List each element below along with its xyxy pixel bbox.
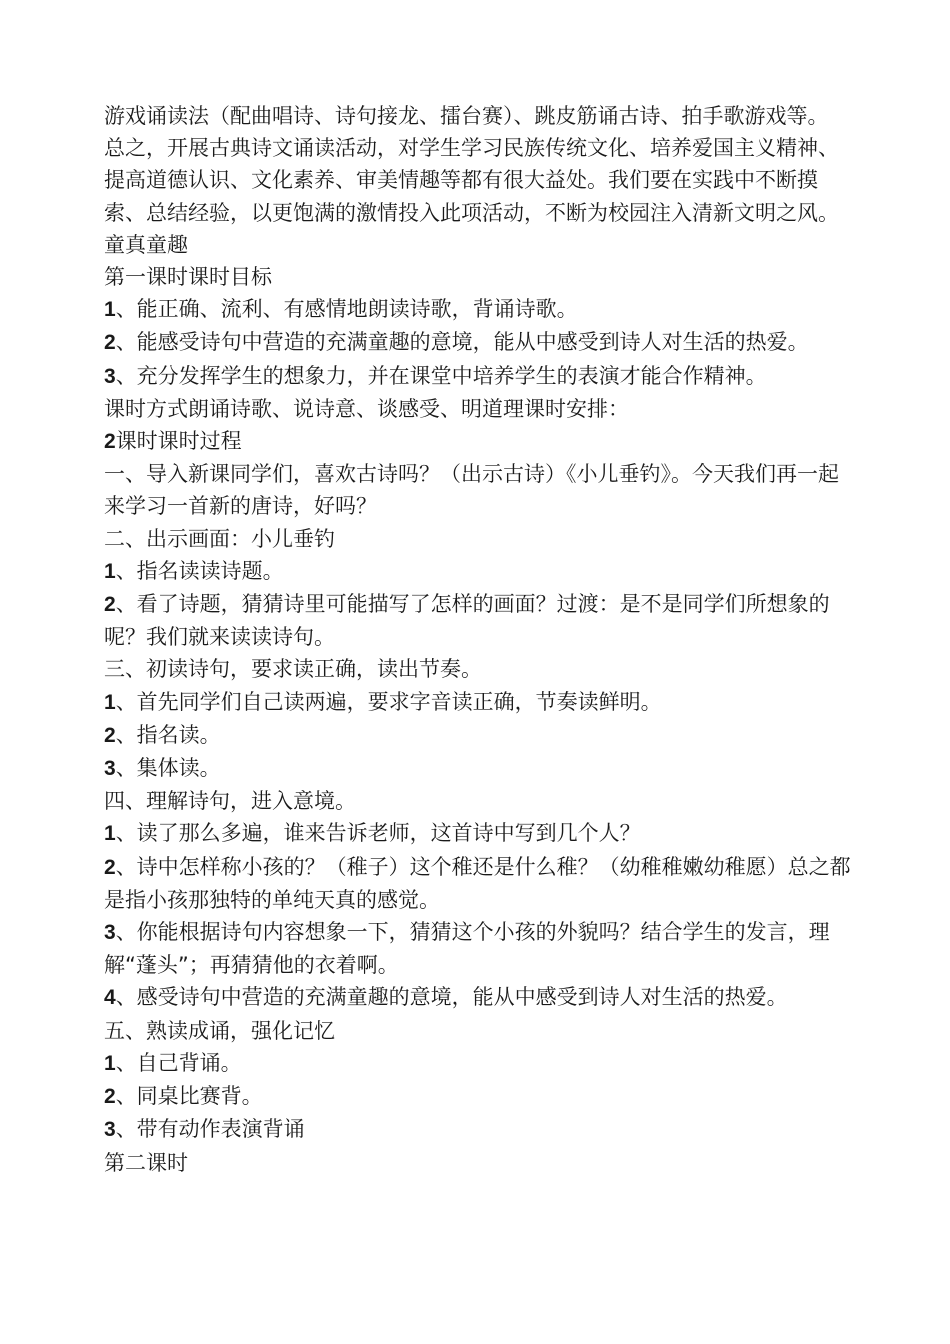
list-number: 2 — [104, 430, 116, 454]
paragraph-text: 、集体读。 — [115, 756, 221, 781]
paragraph-text: 、同桌比赛背。 — [115, 1084, 263, 1109]
list-number: 2 — [104, 593, 116, 617]
paragraph-text: 、首先同学们自己读两遍，要求字音读正确，节奏读鲜明。 — [115, 689, 662, 714]
paragraph — [104, 425, 856, 458]
paragraph-text: 一、导入新课同学们，喜欢古诗吗？（出示古诗）《小儿垂钓》。今天我们再一起来学习一首新的唐诗，好吗？ — [104, 462, 839, 519]
list-number: 3 — [104, 364, 116, 388]
list-number: 2 — [104, 1085, 116, 1109]
paragraph — [104, 326, 856, 359]
paragraph-text: 、能感受诗句中营造的充满童趣的意境，能从中感受到诗人对生活的热爱。 — [115, 330, 809, 355]
paragraph — [104, 1015, 856, 1047]
list-number: 2 — [104, 331, 116, 355]
paragraph-text: 总之，开展古典诗文诵读活动，对学生学习民族传统文化、培养爱国主义精神、提高道德认识、文化素养、审美情趣等都有很大益处。我们要在实践中不断摸索、总结经验，以更饱满的激情投入此项活动，不断为校园注入清新文明之风。 — [104, 136, 839, 225]
list-number: 1 — [104, 298, 116, 322]
paragraph — [104, 653, 856, 685]
paragraph-text: 、带有动作表演背诵 — [115, 1117, 305, 1142]
paragraph — [104, 293, 856, 326]
paragraph — [104, 1080, 856, 1113]
paragraph — [104, 588, 856, 653]
paragraph — [104, 229, 856, 261]
paragraph — [104, 916, 856, 981]
paragraph — [104, 393, 856, 425]
paragraph — [104, 132, 856, 229]
paragraph — [104, 785, 856, 817]
paragraph — [104, 555, 856, 588]
paragraph-text: 、自己背诵。 — [115, 1050, 242, 1075]
list-number: 1 — [104, 559, 116, 583]
paragraph-text: 、诗中怎样称小孩的？（稚子）这个稚还是什么稚？（幼稚稚嫩幼稚愿）总之都是指小孩那独特的单纯天真的感觉。 — [104, 854, 851, 912]
list-number: 2 — [104, 855, 116, 879]
paragraph — [104, 817, 856, 850]
list-number: 2 — [104, 723, 116, 747]
paragraph-text: 第一课时课时目标 — [104, 265, 272, 290]
paragraph — [104, 1147, 856, 1179]
paragraph-text: 第二课时 — [104, 1150, 188, 1175]
paragraph-text: 、感受诗句中营造的充满童趣的意境，能从中感受到诗人对生活的热爱。 — [115, 985, 788, 1010]
paragraph — [104, 981, 856, 1014]
document-body — [104, 100, 856, 1179]
paragraph-text: 、指名读。 — [115, 722, 221, 747]
paragraph — [104, 360, 856, 393]
paragraph-text: 、读了那么多遍，谁来告诉老师，这首诗中写到几个人？ — [115, 821, 641, 846]
paragraph — [104, 719, 856, 752]
paragraph — [104, 752, 856, 785]
list-number: 4 — [104, 986, 116, 1010]
paragraph-text: 二、出示画面：小儿垂钓 — [104, 526, 335, 551]
list-number: 1 — [104, 822, 116, 846]
paragraph-text: 四、理解诗句，进入意境。 — [104, 789, 356, 814]
list-number: 3 — [104, 1118, 116, 1142]
paragraph-text: 三、初读诗句，要求读正确，读出节奏。 — [104, 657, 482, 682]
paragraph — [104, 1047, 856, 1080]
paragraph — [104, 851, 856, 916]
list-number: 3 — [104, 921, 116, 945]
paragraph — [104, 523, 856, 555]
paragraph-text: 童真童趣 — [104, 232, 188, 257]
paragraph-text: 、充分发挥学生的想象力，并在课堂中培养学生的表演才能合作精神。 — [115, 363, 767, 388]
paragraph — [104, 261, 856, 293]
paragraph-text: 、指名读读诗题。 — [115, 558, 284, 583]
paragraph-text: 、看了诗题，猜猜诗里可能描写了怎样的画面？过渡：是不是同学们所想象的呢？我们就来读读诗句。 — [104, 592, 830, 650]
paragraph-text: 五、熟读成诵，强化记忆 — [104, 1018, 335, 1043]
paragraph-text: 游戏诵读法（配曲唱诗、诗句接龙、擂台赛）、跳皮筋诵古诗、拍手歌游戏等。 — [104, 104, 829, 128]
list-number: 1 — [104, 1051, 116, 1075]
paragraph — [104, 686, 856, 719]
paragraph — [104, 458, 856, 522]
list-number: 1 — [104, 690, 116, 714]
paragraph — [104, 1113, 856, 1146]
paragraph-text: 、能正确、流利、有感情地朗读诗歌，背诵诗歌。 — [115, 297, 578, 322]
paragraph — [104, 100, 856, 132]
list-number: 3 — [104, 757, 116, 781]
paragraph-text: 课时方式朗诵诗歌、说诗意、谈感受、明道理课时安排： — [104, 396, 629, 421]
paragraph-text: 课时课时过程 — [115, 429, 242, 454]
paragraph-text: 、你能根据诗句内容想象一下，猜猜这个小孩的外貌吗？结合学生的发言，理解“蓬头”；再猜猜他的衣着啊。 — [104, 920, 830, 978]
